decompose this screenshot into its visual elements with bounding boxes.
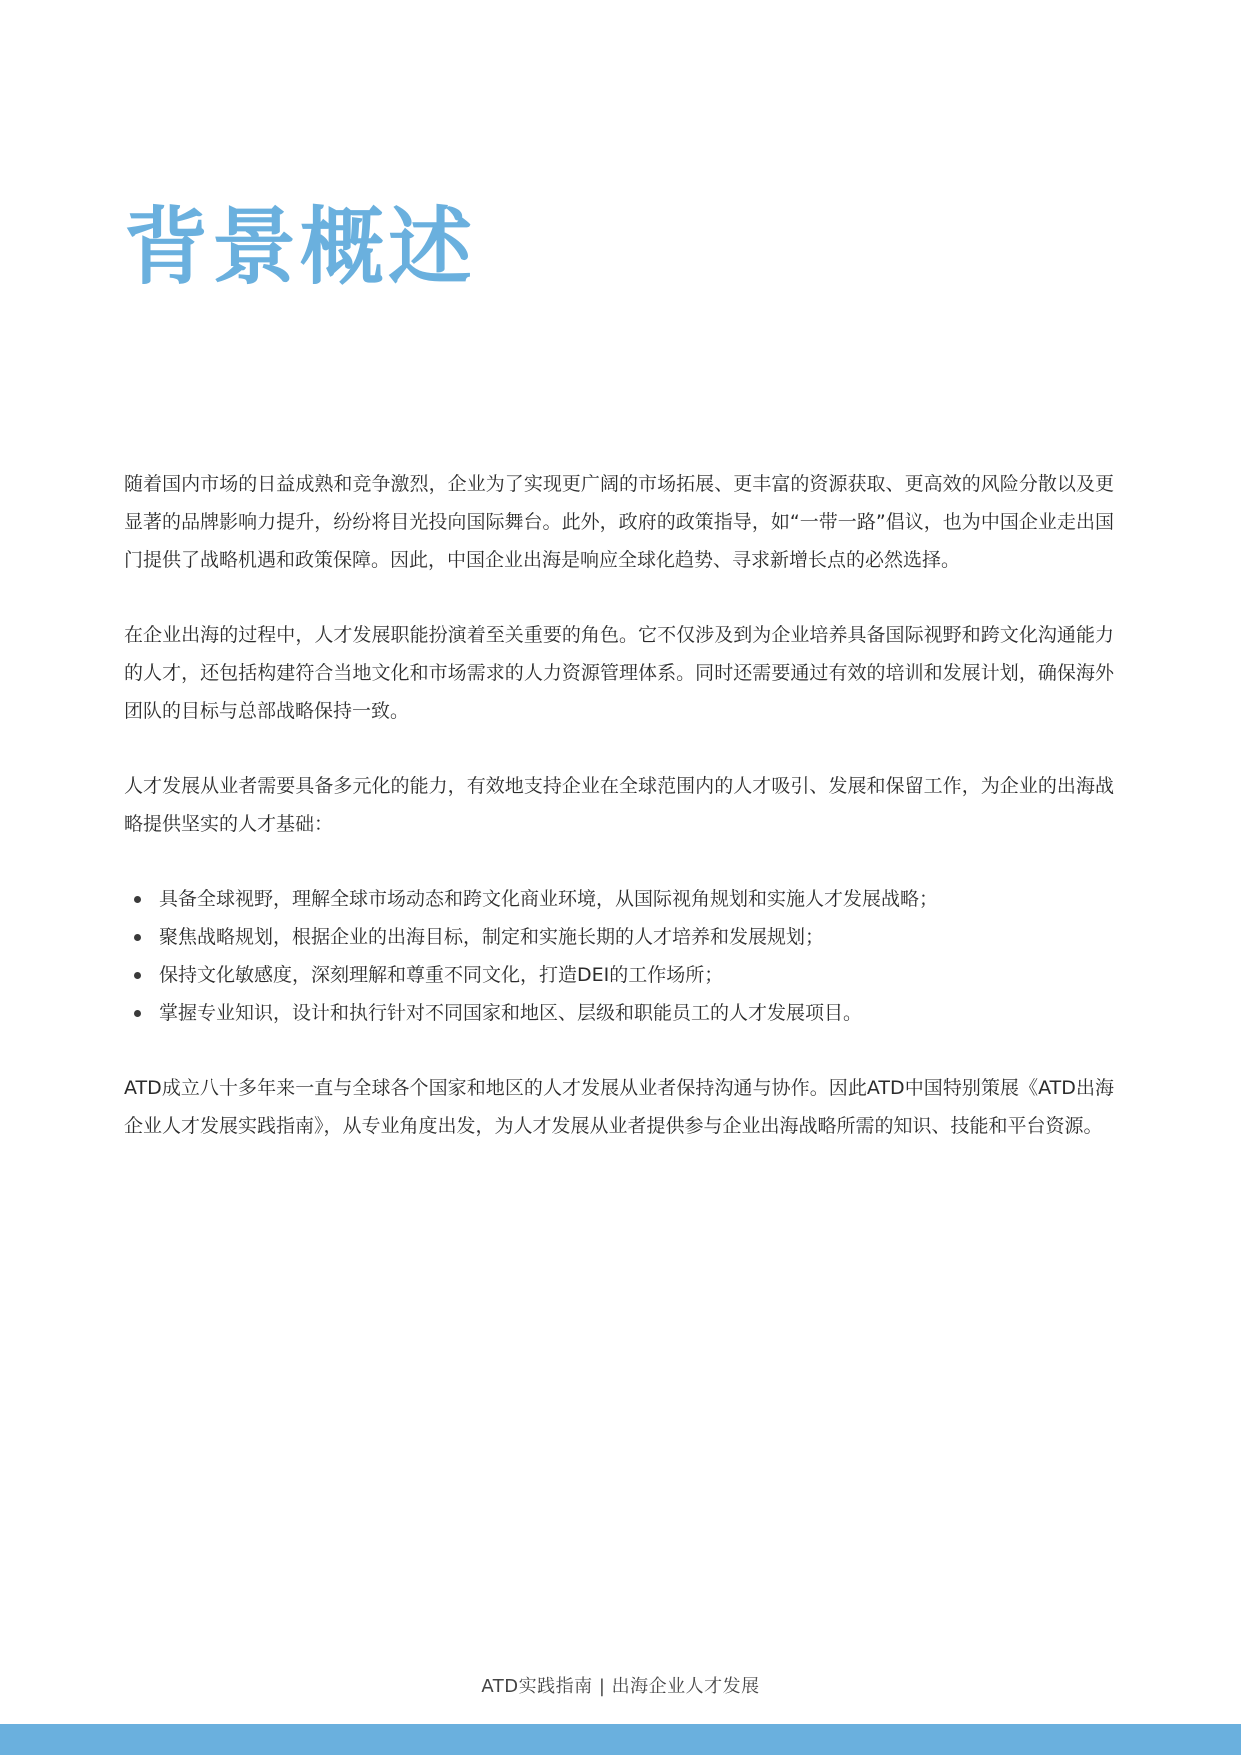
page-footer: ATD实践指南 | 出海企业人才发展 [481,1676,760,1697]
bullet-dot-icon [134,1010,141,1017]
list-item [124,994,1114,1032]
list-item-text: 具备全球视野，理解全球市场动态和跨文化商业环境，从国际视角规划和实施人才发展战略； [159,888,939,910]
paragraph-role: 在企业出海的过程中，人才发展职能扮演着至关重要的角色。它不仅涉及到为企业培养具备国际视野和跨文化沟通能力的人才，还包括构建符合当地文化和市场需求的人力资源管理体系。同时还需要通过有效的培训和发展计划，确保海外团队的目标与总部战略保持一致。 [124,624,1114,722]
bullet-dot-icon [134,934,141,941]
list-item-text: 掌握专业知识，设计和执行针对不同国家和地区、层级和职能员工的人才发展项目。 [159,1002,863,1024]
footer-color-bar [0,1724,1241,1755]
list-item [124,880,1114,918]
body-text [124,465,1114,1182]
list-item-text: 聚焦战略规划，根据企业的出海目标，制定和实施长期的人才培养和发展规划； [159,926,825,948]
paragraph-capabilities: 人才发展从业者需要具备多元化的能力，有效地支持企业在全球范围内的人才吸引、发展和保留工作，为企业的出海战略提供坚实的人才基础： [124,775,1114,835]
paragraph-closing: ATD成立八十多年来一直与全球各个国家和地区的人才发展从业者保持沟通与协作。因此ATD中国特别策展《ATD出海企业人才发展实践指南》，从专业角度出发，为人才发展从业者提供参与企业出海战略所需的知识、技能和平台资源。 [124,1077,1114,1137]
bullet-dot-icon [134,972,141,979]
bullet-dot-icon [134,896,141,903]
list-item [124,918,1114,956]
page-title: 背景概述 [124,198,477,296]
list-item [124,956,1114,994]
paragraph-intro: 随着国内市场的日益成熟和竞争激烈，企业为了实现更广阔的市场拓展、更丰富的资源获取、更高效的风险分散以及更显著的品牌影响力提升，纷纷将目光投向国际舞台。此外，政府的政策指导，如“一带一路”倡议，也为中国企业走出国门提供了战略机遇和政策保障。因此，中国企业出海是响应全球化趋势、寻求新增长点的必然选择。 [124,473,1114,571]
list-item-text: 保持文化敏感度，深刻理解和尊重不同文化，打造DEI的工作场所； [159,964,724,986]
capability-list [124,880,1114,1032]
